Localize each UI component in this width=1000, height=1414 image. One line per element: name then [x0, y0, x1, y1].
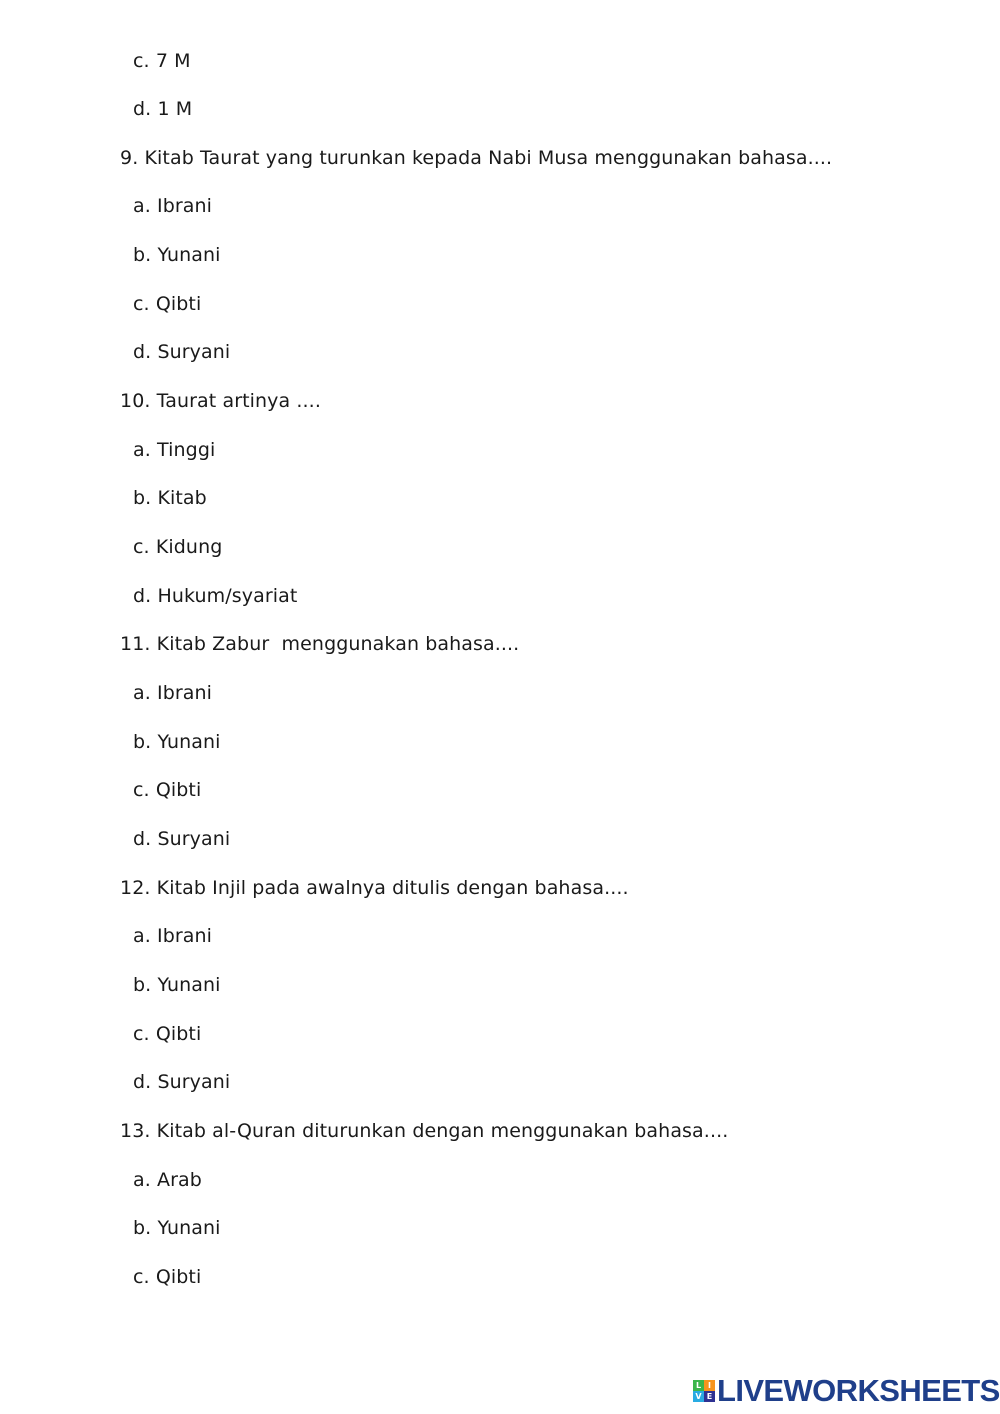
logo-tile-i: I — [704, 1380, 715, 1391]
option-c-q9: c. Qibti — [133, 293, 202, 315]
option-c-q10: c. Kidung — [133, 536, 223, 558]
logo-tile-v: V — [693, 1391, 704, 1402]
logo-tile-e: E — [704, 1391, 715, 1402]
option-a-q10: a. Tinggi — [133, 439, 216, 461]
option-b-q9: b. Yunani — [133, 244, 221, 266]
option-b-q12: b. Yunani — [133, 974, 221, 996]
option-c-q11: c. Qibti — [133, 779, 202, 801]
question-12: 12. Kitab Injil pada awalnya ditulis dengan bahasa.... — [120, 877, 629, 899]
question-13: 13. Kitab al-Quran diturunkan dengan menggunakan bahasa.... — [120, 1120, 729, 1142]
question-9: 9. Kitab Taurat yang turunkan kepada Nabi Musa menggunakan bahasa.... — [120, 147, 833, 169]
question-10: 10. Taurat artinya .... — [120, 390, 321, 412]
option-a-q12: a. Ibrani — [133, 925, 213, 947]
option-d-q12: d. Suryani — [133, 1071, 231, 1093]
option-b-q11: b. Yunani — [133, 731, 221, 753]
option-b-q13: b. Yunani — [133, 1217, 221, 1239]
option-d-q8: d. 1 M — [133, 98, 193, 120]
liveworksheets-logo-text: LIVEWORKSHEETS — [717, 1373, 1000, 1408]
option-d-q10: d. Hukum/syariat — [133, 585, 298, 607]
option-a-q13: a. Arab — [133, 1169, 202, 1191]
option-c-q13: c. Qibti — [133, 1266, 202, 1288]
option-c-q8: c. 7 M — [133, 50, 191, 72]
option-a-q9: a. Ibrani — [133, 195, 213, 217]
option-b-q10: b. Kitab — [133, 487, 207, 509]
logo-tile-l: L — [693, 1380, 704, 1391]
option-a-q11: a. Ibrani — [133, 682, 213, 704]
question-11: 11. Kitab Zabur menggunakan bahasa.... — [120, 633, 520, 655]
liveworksheets-logo[interactable] — [693, 1373, 1000, 1408]
option-d-q11: d. Suryani — [133, 828, 231, 850]
liveworksheets-logo-icon — [693, 1380, 715, 1402]
option-d-q9: d. Suryani — [133, 341, 231, 363]
option-c-q12: c. Qibti — [133, 1023, 202, 1045]
